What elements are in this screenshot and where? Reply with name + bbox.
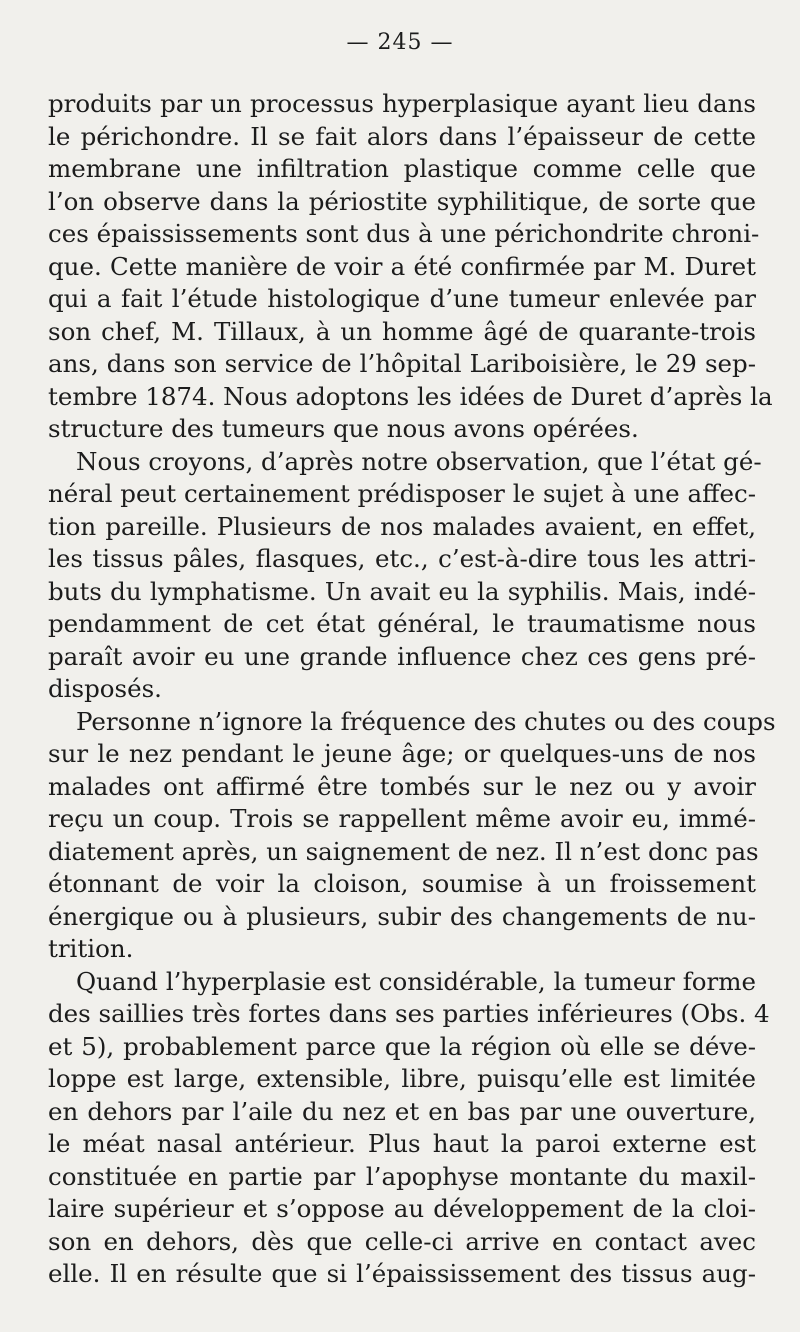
text-line: qui a fait l’étude histologique d’une tumeur enlevée par [48, 284, 756, 313]
text-line: son en dehors, dès que celle-ci arrive en contact avec [48, 1226, 756, 1256]
text-line: les tissus pâles, flasques, etc., c’est-à-dire tous les attri- [48, 544, 756, 573]
text-line: et 5), probablement parce que la région où elle se déve- [48, 1031, 756, 1061]
text-line: Quand l’hyperplasie est considérable, la tumeur forme [76, 966, 756, 996]
text-line: malades ont affirmé être tombés sur le nez ou y avoir [48, 771, 756, 801]
text-line: des saillies très fortes dans ses parties inférieures (Obs. 4 [48, 999, 770, 1028]
paragraph [48, 446, 762, 706]
text-line: tion pareille. Plusieurs de nos malades avaient, en effet, [48, 511, 756, 541]
text-line: énergique ou à plusieurs, subir des changements de nu- [48, 901, 756, 931]
text-line: produits par un processus hyperplasique ayant lieu dans [48, 89, 756, 118]
text-line: buts du lymphatisme. Un avait eu la syphilis. Mais, indé- [48, 576, 756, 606]
text-line: laire supérieur et s’oppose au développement de la cloi- [48, 1194, 756, 1223]
paragraph [48, 88, 773, 446]
text-line: trition. [48, 934, 134, 963]
text-line: le méat nasal antérieur. Plus haut la paroi externe est [48, 1129, 756, 1158]
text-line: membrane une infiltration plastique comme celle que [48, 154, 756, 183]
paragraph [48, 966, 770, 1291]
body-text [48, 88, 776, 1291]
text-line: reçu un coup. Trois se rappellent même avoir eu, immé- [48, 804, 756, 833]
text-line: tembre 1874. Nous adoptons les idées de Duret d’après la [48, 381, 773, 411]
text-line: disposés. [48, 674, 162, 703]
text-line: ces épaississements sont dus à une périchondrite chroni- [48, 219, 760, 248]
text-line: en dehors par l’aile du nez et en bas par une ouverture, [48, 1096, 756, 1126]
text-line: néral peut certainement prédisposer le sujet à une affec- [48, 479, 756, 508]
text-line: étonnant de voir la cloison, soumise à un froissement [48, 869, 756, 898]
text-line: Personne n’ignore la fréquence des chutes ou des coups [76, 706, 776, 736]
text-line: Nous croyons, d’après notre observation, que l’état gé- [76, 446, 762, 476]
text-line: sur le nez pendant le jeune âge; or quelques-uns de nos [48, 739, 756, 768]
text-line: son chef, M. Tillaux, à un homme âgé de quarante-trois [48, 316, 756, 346]
paragraph [48, 706, 776, 966]
text-line: constituée en partie par l’apophyse montante du maxil- [48, 1161, 756, 1191]
text-line: ans, dans son service de l’hôpital Lariboisière, le 29 sep- [48, 349, 756, 378]
text-line: que. Cette manière de voir a été confirmée par M. Duret [48, 251, 756, 281]
page-number: — 245 — [346, 30, 454, 55]
text-line: elle. Il en résulte que si l’épaississement des tissus aug- [48, 1259, 756, 1288]
text-line: l’on observe dans la périostite syphilitique, de sorte que [48, 186, 756, 216]
text-line: pendamment de cet état général, le traumatisme nous [48, 609, 756, 638]
text-line: paraît avoir eu une grande influence chez ces gens pré- [48, 641, 756, 671]
text-line: diatement après, un saignement de nez. Il n’est donc pas [48, 836, 759, 866]
text-line: structure des tumeurs que nous avons opérées. [48, 414, 639, 443]
text-line: le périchondre. Il se fait alors dans l’épaisseur de cette [48, 121, 756, 151]
text-line: loppe est large, extensible, libre, puisqu’elle est limitée [48, 1064, 756, 1093]
